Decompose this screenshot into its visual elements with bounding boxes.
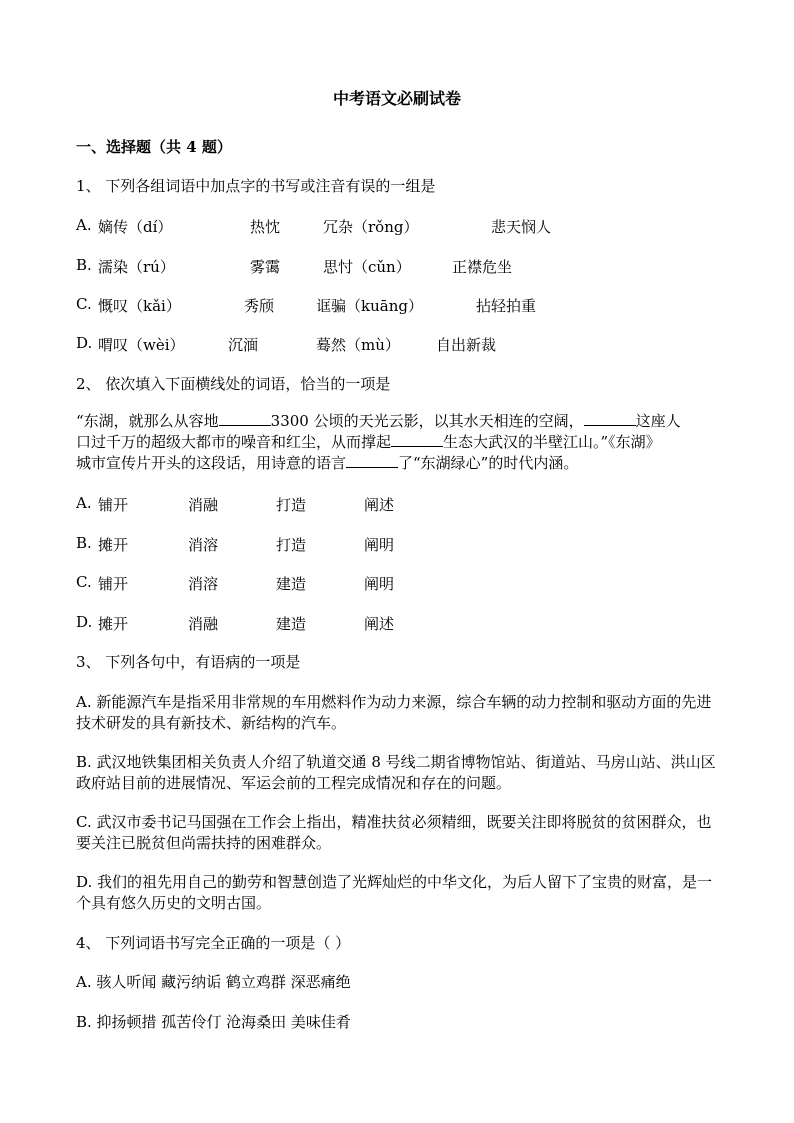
q4-option-a: A. 骇人听闻 藏污纳诟 鹤立鸡群 深恶痛绝 xyxy=(76,973,351,991)
q1-option-b-label: B. xyxy=(76,256,92,274)
q3-option-c: C. 武汉市委书记马国强在工作会上指出，精准扶贫必须精细，既要关注即将脱贫的贫困群众，也要关注已脱贫但尚需扶持的困难群众。 xyxy=(76,813,712,852)
q1-option-c-label: C. xyxy=(76,295,92,313)
q1-option-b-item-1: 濡染（rú） xyxy=(98,258,175,276)
q1-option-c-item-2: 秀颀 xyxy=(244,297,275,315)
passage-text-5: 生态大武汉的半壁江山。”《东湖》 xyxy=(443,433,661,451)
q2-option-d-item-3: 建造 xyxy=(276,615,307,633)
q1-option-c-item-1: 慨叹（kǎi） xyxy=(98,297,181,315)
q3-option-b: B. 武汉地铁集团相关负责人介绍了轨道交通 8 号线二期省博物馆站、街道站、马房山站、洪山区政府站目前的进展情况、军运会前的工程完成情况和存在的问题。 xyxy=(76,753,716,792)
q2-option-a-item-3: 打造 xyxy=(276,496,307,514)
fill-blank-2 xyxy=(584,411,636,426)
q2-option-c-item-4: 阐明 xyxy=(364,575,395,593)
q2-option-d-item-4: 阐述 xyxy=(364,615,395,633)
question-4-stem: 4、 下列词语书写完全正确的一项是（ ） xyxy=(76,934,351,952)
q1-option-a-item-2: 热忱 xyxy=(250,218,281,236)
q3-option-a: A. 新能源汽车是指采用非常规的车用燃料作为动力来源，综合车辆的动力控制和驱动方面的先进技术研发的具有新技术、新结构的汽车。 xyxy=(76,693,712,732)
q2-option-b-item-3: 打造 xyxy=(276,536,307,554)
section-heading: 一、选择题（共 4 题） xyxy=(76,138,232,156)
q1-option-a-item-4: 悲天悯人 xyxy=(491,218,552,236)
q2-option-c-item-2: 消溶 xyxy=(188,575,219,593)
q1-option-c-item-4: 拈轻拍重 xyxy=(476,297,537,315)
q1-option-d-item-2: 沉湎 xyxy=(228,336,259,354)
q1-option-a-item-3: 冗杂（rǒng） xyxy=(323,218,419,236)
passage-text-6: 城市宣传片开头的这段话，用诗意的语言 xyxy=(76,454,347,472)
q2-option-a-item-4: 阐述 xyxy=(364,496,395,514)
passage-text-3: 这座人 xyxy=(635,412,681,430)
q2-option-b-label: B. xyxy=(76,534,92,552)
q1-option-d-item-3: 蓦然（mù） xyxy=(316,336,400,354)
q1-option-b-item-4: 正襟危坐 xyxy=(452,258,513,276)
q1-option-d-item-1: 喟叹（wèi） xyxy=(98,336,185,354)
fill-blank-1 xyxy=(219,411,271,426)
q2-option-b-item-1: 摊开 xyxy=(98,536,129,554)
q1-option-d-item-4: 自出新裁 xyxy=(436,336,497,354)
q2-option-b-item-2: 消溶 xyxy=(188,536,219,554)
q2-option-c-label: C. xyxy=(76,573,92,591)
q1-option-a-label: A. xyxy=(76,216,92,234)
q2-option-b-item-4: 阐明 xyxy=(364,536,395,554)
question-1-stem: 1、 下列各组词语中加点字的书写或注音有误的一组是 xyxy=(76,177,436,195)
q1-option-d-label: D. xyxy=(76,334,93,352)
q2-option-a-item-2: 消融 xyxy=(188,496,219,514)
question-2-passage xyxy=(76,411,726,474)
fill-blank-3 xyxy=(391,432,443,447)
q1-option-b-item-3: 思忖（cǔn） xyxy=(323,258,411,276)
q2-option-d-item-2: 消融 xyxy=(188,615,219,633)
passage-text-7: 了“东湖绿心”的时代内涵。 xyxy=(398,454,579,472)
q1-option-b-item-2: 雾霭 xyxy=(250,258,281,276)
q2-option-d-label: D. xyxy=(76,613,93,631)
question-3-stem: 3、 下列各句中，有语病的一项是 xyxy=(76,653,301,671)
page-title: 中考语文必刷试卷 xyxy=(332,89,461,108)
q2-option-d-item-1: 摊开 xyxy=(98,615,129,633)
passage-text-2: 3300 公顷的天光云影，以其水天相连的空阔， xyxy=(270,412,584,430)
q2-option-a-label: A. xyxy=(76,494,92,512)
q2-option-a-item-1: 铺开 xyxy=(98,496,129,514)
q4-option-b: B. 抑扬顿措 孤苦伶仃 沧海桑田 美味佳肴 xyxy=(76,1013,351,1031)
q2-option-c-item-3: 建造 xyxy=(276,575,307,593)
passage-text-1: “东湖，就那么从容地 xyxy=(76,412,219,430)
q3-option-d: D. 我们的祖先用自己的勤劳和智慧创造了光辉灿烂的中华文化，为后人留下了宝贵的财富，是一个具有悠久历史的文明古国。 xyxy=(76,873,713,912)
passage-text-4: 口过千万的超级大都市的噪音和红尘，从而撑起 xyxy=(76,433,392,451)
q1-option-c-item-3: 诓骗（kuāng） xyxy=(316,297,423,315)
q2-option-c-item-1: 铺开 xyxy=(98,575,129,593)
question-2-stem: 2、 依次填入下面横线处的词语，恰当的一项是 xyxy=(76,375,391,393)
q1-option-a-item-1: 嫡传（dí） xyxy=(98,218,173,236)
fill-blank-4 xyxy=(346,453,398,468)
